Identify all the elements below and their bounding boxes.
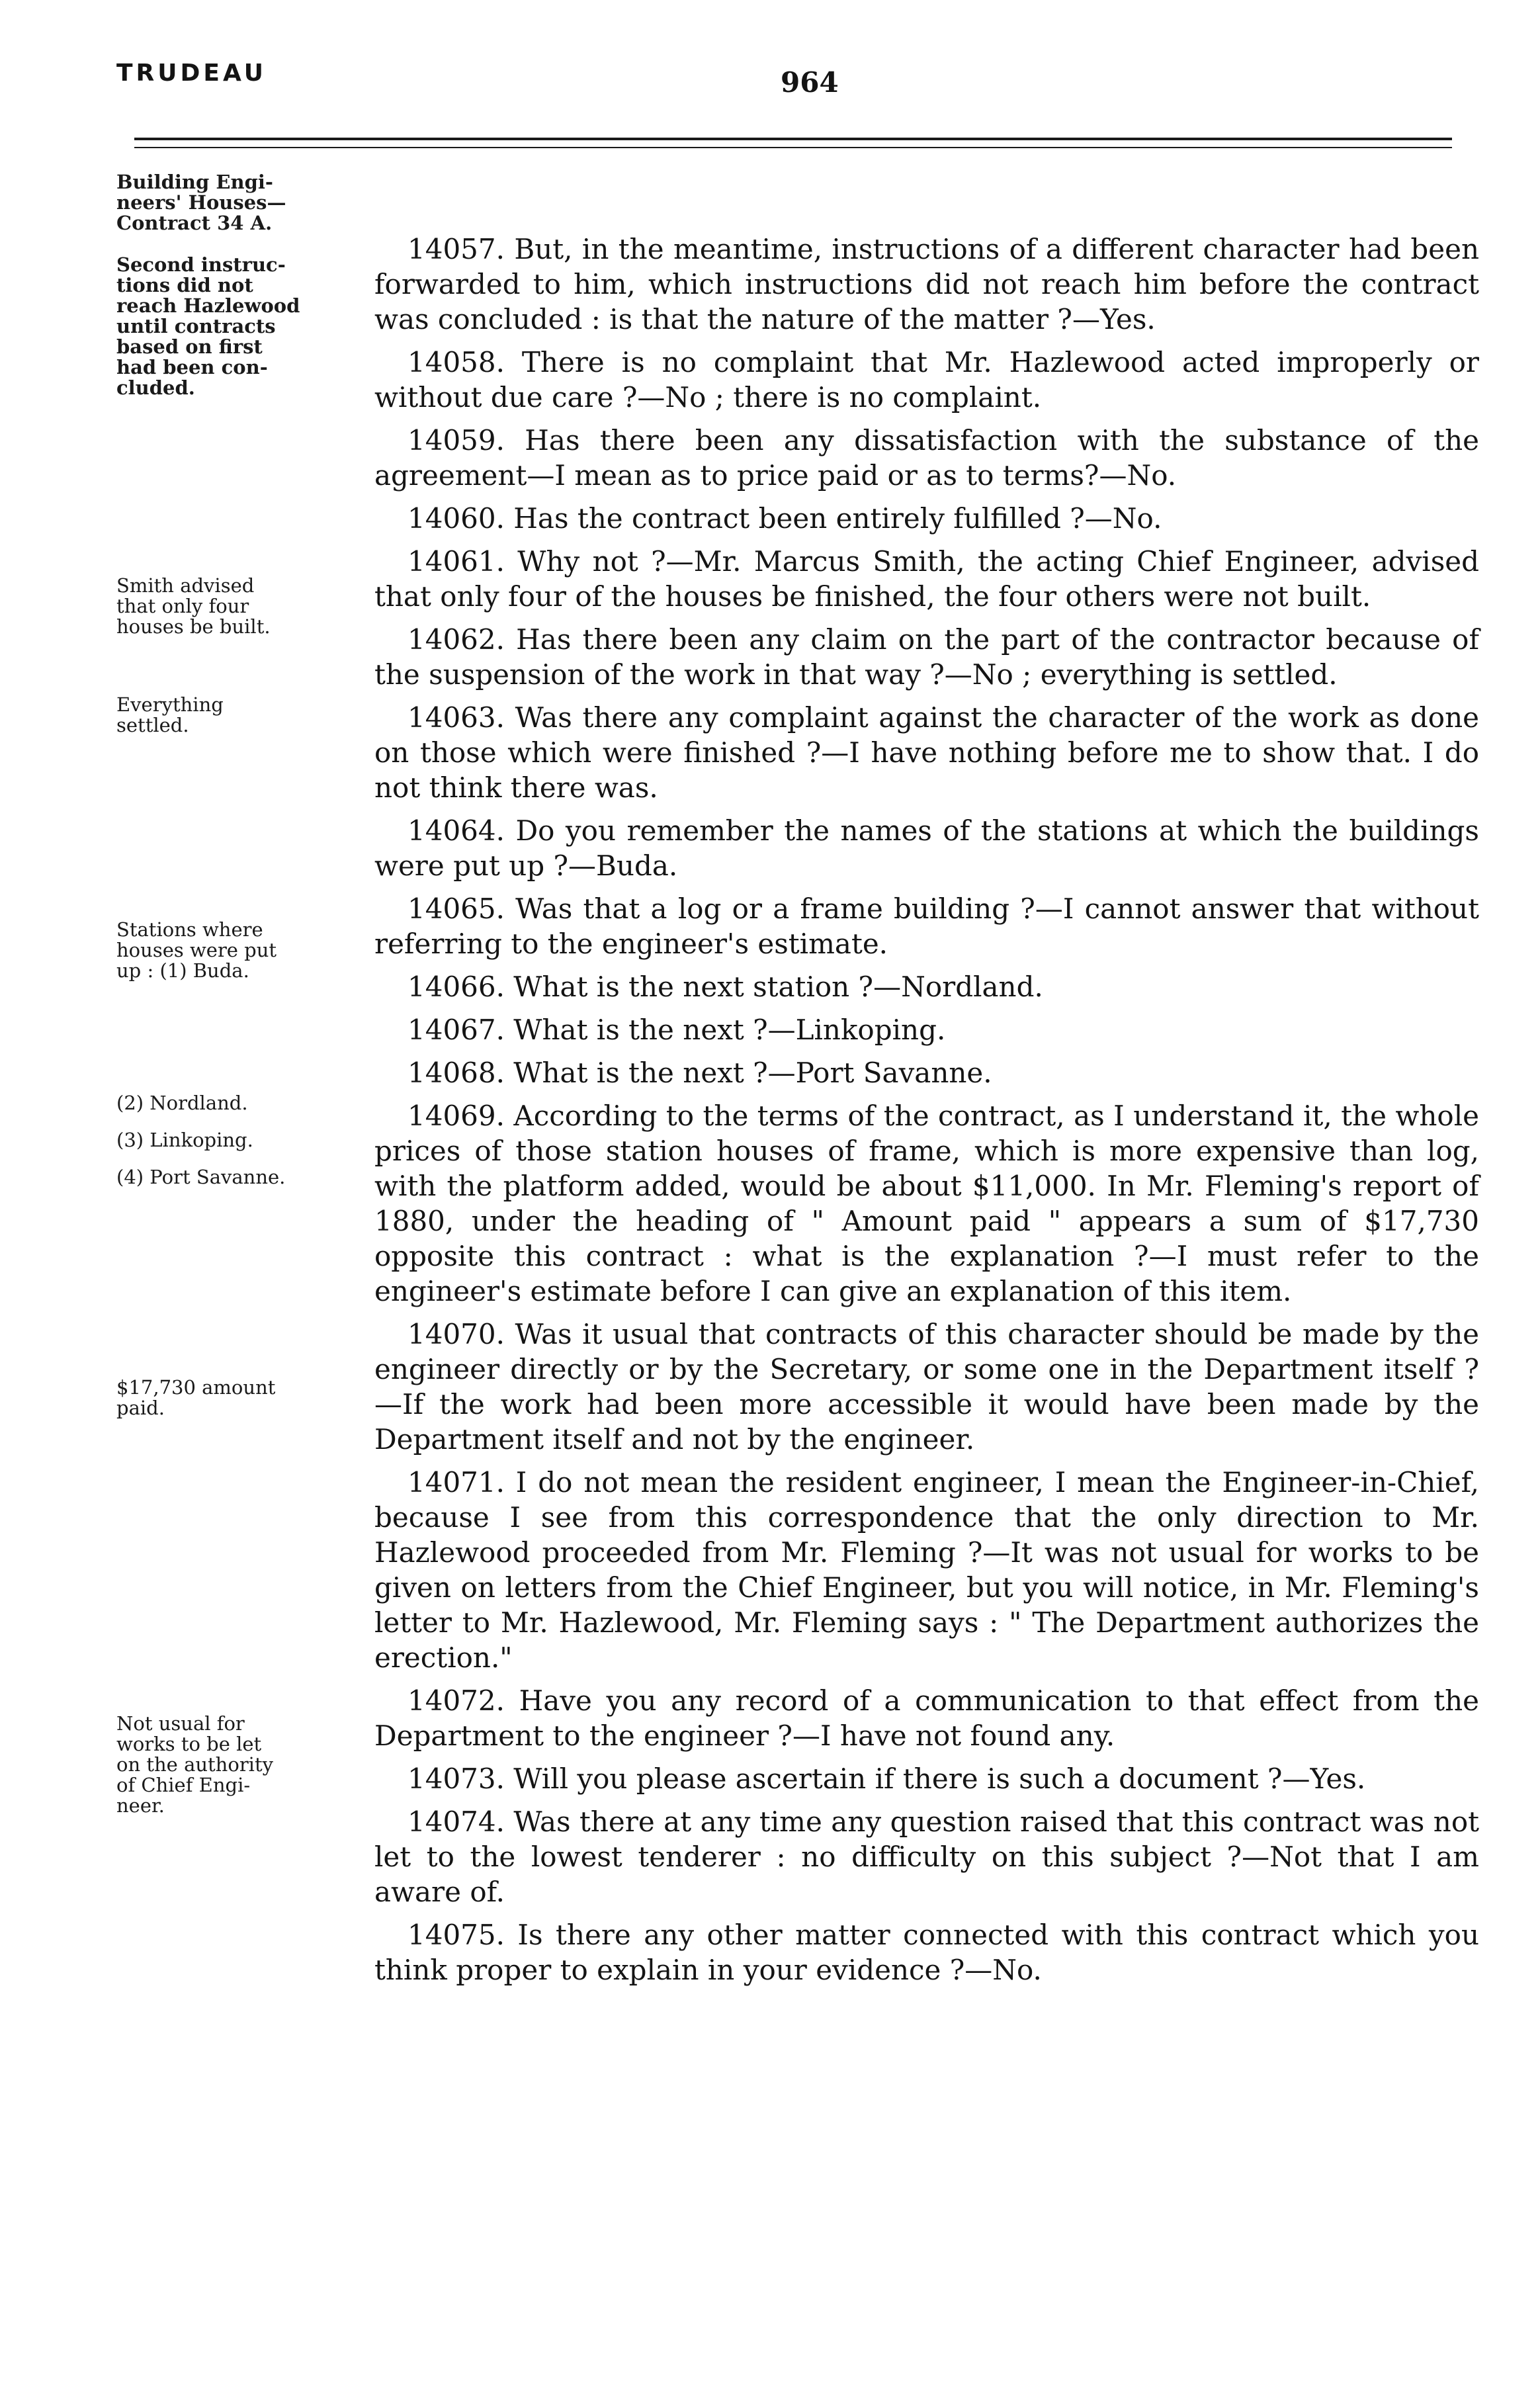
margin-note: Stations where houses were put up : (1) Buda. — [116, 918, 277, 982]
question-paragraph: 14065. Was that a log or a frame building ?—I cannot answer that without referring to the engineer's estimate. — [374, 893, 1479, 960]
page-number: 964 — [781, 66, 839, 99]
margin-note-heading: Building Engi- neers' Houses— Contract 34 A. — [116, 171, 286, 234]
question-paragraph: 14060. Has the contract been entirely fulfilled ?—No. — [407, 502, 1162, 535]
question-paragraph: 14064. Do you remember the names of the stations at which the buildings were put up ?—Buda. — [374, 814, 1479, 882]
question-paragraph: 14066. What is the next station ?—Nordland. — [407, 971, 1043, 1003]
question-paragraph: 14070. Was it usual that contracts of this character should be made by the engineer directly or by the Secretary, or some one in the Department itself ?—If the work had been more accessible it would have been made by the Department itself and not by the engineer. — [374, 1318, 1479, 1456]
margin-note: Smith advised that only four houses be built. — [116, 574, 271, 638]
question-paragraph: 14061. Why not ?—Mr. Marcus Smith, the acting Chief Engineer, advised that only four of the houses be finished, the four others were not built. — [374, 545, 1479, 613]
question-paragraph: 14058. There is no complaint that Mr. Hazlewood acted improperly or without due care ?—No ; there is no complaint. — [374, 346, 1479, 414]
question-paragraph: 14059. Has there been any dissatisfaction with the substance of the agreement—I mean as to price paid or as to terms?—No. — [374, 424, 1479, 492]
margin-note: Everything settled. — [116, 693, 224, 736]
margin-note: $17,730 amount paid. — [116, 1376, 276, 1419]
question-paragraph: 14067. What is the next ?—Linkoping. — [407, 1014, 946, 1046]
question-paragraph: 14063. Was there any complaint against the character of the work as done on those which were finished ?—I have nothing before me to show that. I do not think there was. — [374, 701, 1479, 804]
margin-note: Not usual for works to be let on the authority of Chief Engi- neer. — [116, 1712, 273, 1817]
question-paragraph: 14071. I do not mean the resident engineer, I mean the Engineer-in-Chief, because I see from this correspondence that the only direction to Mr. Hazlewood proceeded from Mr. Fleming ?—It was not usual for works to be given on letters from the Chief Engineer, but you will notice, in Mr. Fleming's letter to Mr. Hazlewood, Mr. Fleming says : " The Department authorizes the erection." — [374, 1466, 1479, 1674]
question-paragraph: 14057. But, in the meantime, instructions of a different character had been forwarded to him, which instructions did not reach him before the contract was concluded : is that the nature of the matter ?—Yes. — [374, 233, 1479, 335]
header-rule — [134, 138, 1452, 140]
running-head: TRUDEAU — [116, 60, 267, 87]
question-paragraph: 14062. Has there been any claim on the part of the contractor because of the suspension of the work in that way ?—No ; everything is settled. — [374, 623, 1479, 691]
margin-note: (2) Nordland. — [116, 1092, 248, 1114]
question-paragraph: 14073. Will you please ascertain if there is such a document ?—Yes. — [407, 1763, 1366, 1795]
margin-note: (3) Linkoping. — [116, 1129, 253, 1151]
question-paragraph: 14068. What is the next ?—Port Savanne. — [407, 1057, 992, 1089]
question-paragraph: 14074. Was there at any time any question raised that this contract was not let to the lowest tenderer : no difficulty on this subject ?—Not that I am aware of. — [374, 1806, 1479, 1908]
header-rule-thin — [134, 147, 1452, 148]
body-text — [374, 232, 1479, 1995]
question-paragraph: 14069. According to the terms of the contract, as I understand it, the whole prices of those station houses of frame, which is more expensive than log, with the platform added, would be about $11,000. In Mr. Fleming's report of 1880, under the heading of " Amount paid " appears a sum of $17,730 opposite this contract : what is the explanation ?—I must refer to the engineer's estimate before I can give an explanation of this item. — [374, 1100, 1479, 1307]
margin-note: Second instruc- tions did not reach Hazlewood until contracts based on first had been con- cluded. — [116, 253, 300, 399]
margin-note: (4) Port Savanne. — [116, 1166, 286, 1188]
question-paragraph: 14075. Is there any other matter connected with this contract which you think proper to explain in your evidence ?—No. — [374, 1919, 1479, 1986]
question-paragraph: 14072. Have you any record of a communication to that effect from the Department to the engineer ?—I have not found any. — [374, 1684, 1479, 1752]
